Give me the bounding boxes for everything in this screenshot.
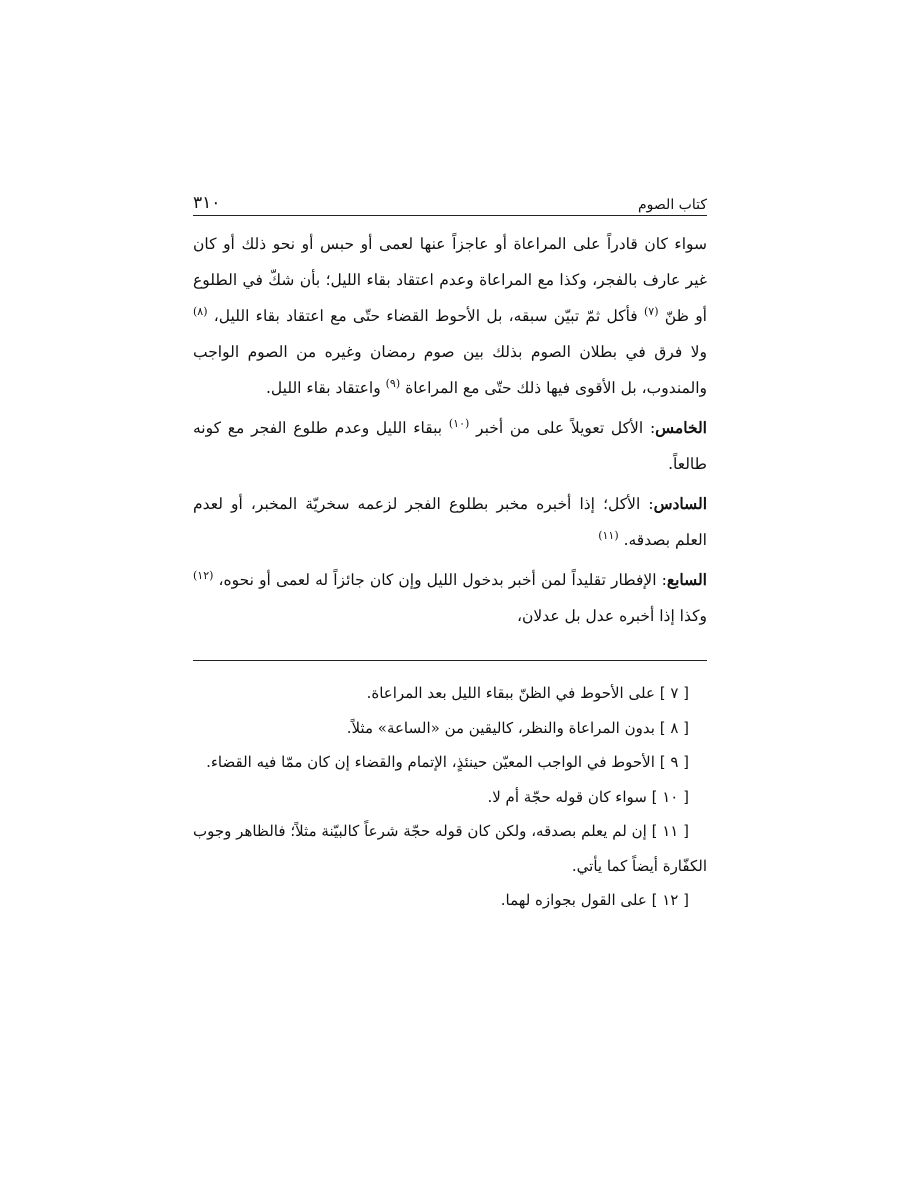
footnote-marker-11[interactable]: (١١) [598, 528, 619, 542]
section-label-seventh: السابع [666, 570, 707, 589]
footnote-11: [ ١١ ] إن لم يعلم بصدقه، ولكن كان قوله حجّة شرعاً كالبيّنة مثلاً؛ فالظاهر وجوب الكفّارة أيضاً كما يأتي. [193, 822, 707, 875]
section-label-fifth: الخامس [655, 418, 707, 437]
footnote-10: [ ١٠ ] سواء كان قوله حجّة أم لا. [487, 787, 689, 806]
header-rule [193, 215, 707, 216]
section-label-sixth: السادس [653, 494, 707, 513]
footnote-marker-7[interactable]: (٧) [643, 304, 659, 318]
book-title: كتاب الصوم [638, 197, 707, 213]
footnote-8: [ ٨ ] بدون المراعاة والنظر، كاليقين من «الساعة» مثلاً. [346, 718, 689, 737]
footnotes [193, 676, 707, 918]
main-text [193, 226, 707, 638]
paragraph-seventh: السابع: الإفطار تقليداً لمن أخبر بدخول الليل وإن كان جائزاً له لعمى أو نحوه، $^{(١٢)}$ وكذا إذا أخبره عدل بل عدلان، [193, 568, 707, 625]
paragraph-fifth: الخامس: الأكل تعويلاً على من أخبر $^{(١٠)}$ ببقاء الليل وعدم طلوع الفجر مع كونه طالعاً. [193, 416, 707, 473]
footnote-9: [ ٩ ] الأحوط في الواجب المعيّن حينئذٍ، الإتمام والقضاء إن كان ممّا فيه القضاء. [206, 753, 689, 771]
paragraph-1: سواء كان قادراً على المراعاة أو عاجزاً عنها لعمى أو حبس أو نحو ذلك أو كان غير عارف بالفجر، وكذا مع المراعاة وعدم اعتقاد بقاء الليل؛ بأن شكّ في الطلوع أو ظنّ $^{(٧)}$ فأكل ثمّ تبيّن سبقه، بل الأحوط القضاء حتّى مع اعتقاد بقاء الليل، $^{(٨)}$ ولا فرق في بطلان الصوم بذلك بين صوم رمضان وغيره من الصوم الواجب والمندوب، بل الأقوى فيها ذلك حتّى مع المراعاة $^{(٩)}$ واعتقاد بقاء الليل. [193, 235, 707, 397]
running-head [193, 183, 707, 213]
footnote-marker-8[interactable]: (٨) [193, 304, 208, 318]
footnote-marker-9[interactable]: (٩) [385, 376, 401, 390]
page-number: ٣١٠ [193, 193, 221, 213]
footnote-12: [ ١٢ ] على القول بجوازه لهما. [500, 891, 689, 909]
footnote-marker-10[interactable]: (١٠) [448, 416, 470, 430]
footnote-rule [193, 660, 707, 661]
paragraph-sixth: السادس: الأكل؛ إذا أخبره مخبر بطلوع الفجر لزعمه سخريّة المخبر، أو لعدم العلم بصدقه. $^{(١١)}$ [193, 494, 707, 549]
footnote-7: [ ٧ ] على الأحوط في الظنّ ببقاء الليل بعد المراعاة. [366, 684, 689, 702]
footnote-marker-12[interactable]: (١٢) [193, 568, 214, 582]
